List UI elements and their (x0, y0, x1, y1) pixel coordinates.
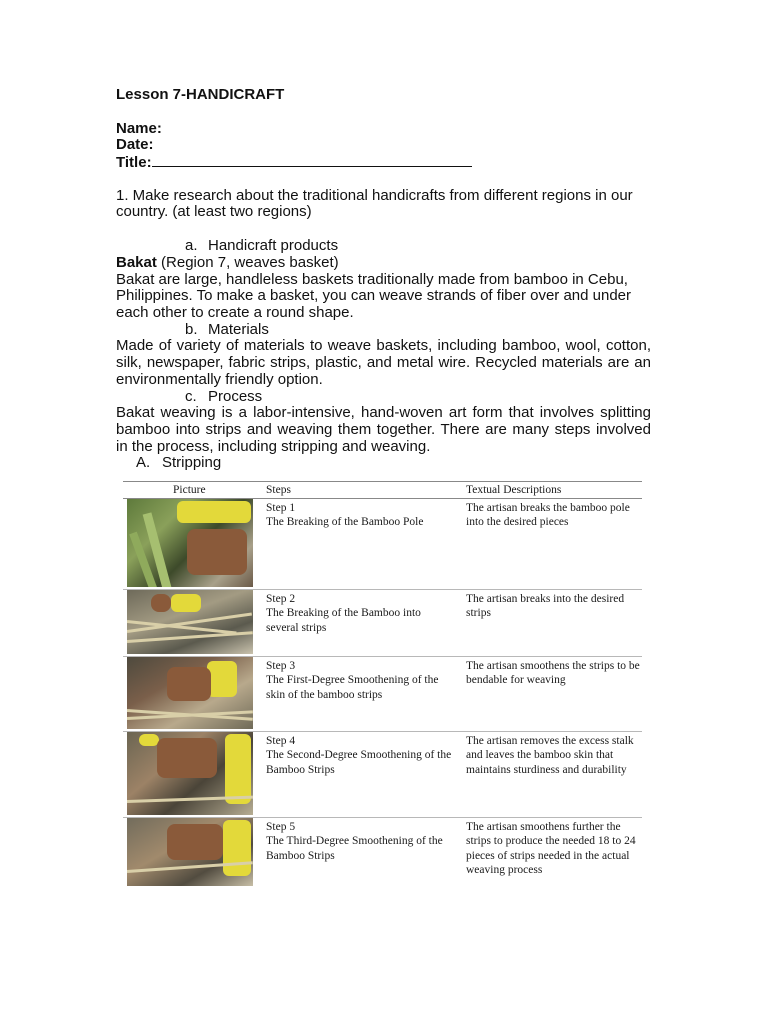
item-a-label: Handicraft products (208, 237, 339, 255)
question-1: 1. Make research about the traditional handicrafts from different regions in our country. (at least two regions) (116, 186, 633, 221)
item-stripping-label: Stripping (162, 454, 222, 472)
step-description: The artisan smoothens the strips to be bendable for weaving (466, 660, 640, 687)
step-5-photo (127, 818, 253, 886)
title-field-label: Title: (116, 154, 152, 172)
table-row (123, 499, 642, 590)
table-row (123, 818, 642, 890)
header-fields (116, 121, 651, 171)
table-row (123, 590, 642, 657)
lesson-title: Lesson 7-HANDICRAFT (116, 86, 285, 103)
step-description: The artisan breaks into the desired strips (466, 593, 625, 620)
name-field-label: Name: (116, 119, 162, 137)
step-label: Step 3 (266, 660, 296, 672)
item-c (116, 389, 651, 406)
document-body (116, 87, 651, 472)
bakat-heading (116, 255, 651, 272)
item-c-label: Process (208, 387, 263, 405)
step-label: Step 1 (266, 502, 296, 514)
header-steps: Steps (266, 484, 291, 496)
bakat-region: (Region 7, weaves basket) (156, 253, 339, 271)
step-4-photo (127, 732, 253, 815)
step-description: The artisan breaks the bamboo pole into the desired pieces (466, 502, 630, 529)
step-photo-cell (123, 732, 253, 817)
step-2-photo (127, 590, 253, 654)
step-title: The First-Degree Smoothening of the skin of the bamboo strips (266, 674, 439, 701)
title-blank-line (152, 154, 472, 167)
table-row (123, 657, 642, 732)
step-photo-cell (123, 657, 253, 731)
header-picture: Picture (173, 484, 206, 496)
bakat-name: Bakat (116, 253, 157, 271)
item-stripping (116, 455, 651, 472)
step-label: Step 4 (266, 735, 296, 747)
step-photo-cell (123, 590, 253, 656)
item-b-label: Materials (208, 320, 269, 338)
item-a (116, 238, 651, 255)
item-b-letter: b. (185, 320, 198, 338)
step-description: The artisan smoothens further the strips to produce the needed 18 to 24 pieces of strips needed in the actual weaving process (466, 821, 636, 877)
bakat-description: Bakat are large, handleless baskets traditionally made from bamboo in Cebu, Philippines. To make a basket, you can weave strands of fiber over and under each other to create a round shape. (116, 270, 632, 321)
header-descriptions: Textual Descriptions (466, 484, 562, 496)
step-1-photo (127, 499, 253, 587)
step-title: The Breaking of the Bamboo into several strips (266, 607, 421, 634)
materials-description: Made of variety of materials to weave baskets, including bamboo, wool, cotton, silk, newspaper, fabric strips, plastic, and metal wire. Recycled materials are an environmentally friendly option. (116, 337, 651, 388)
step-label: Step 2 (266, 593, 296, 605)
step-title: The Second-Degree Smoothening of the Bamboo Strips (266, 749, 452, 776)
step-title: The Third-Degree Smoothening of the Bamboo Strips (266, 835, 443, 862)
step-description: The artisan removes the excess stalk and leaves the bamboo skin that maintains sturdiness and durability (466, 735, 634, 776)
item-b (116, 322, 651, 339)
step-label: Step 5 (266, 821, 296, 833)
step-photo-cell (123, 499, 253, 589)
table-header (123, 481, 642, 499)
step-photo-cell (123, 818, 253, 890)
table-row (123, 732, 642, 818)
item-a-letter: a. (185, 237, 198, 255)
item-c-letter: c. (185, 387, 197, 405)
title-field (116, 154, 651, 171)
date-field-label: Date: (116, 136, 154, 154)
item-stripping-letter: A. (136, 454, 151, 472)
step-3-photo (127, 657, 253, 729)
stripping-steps-table (123, 481, 642, 890)
process-description: Bakat weaving is a labor-intensive, hand-woven art form that involves splitting bamboo into strips and weaving them together. There are many steps involved in the process, including stripping and weaving. (116, 404, 651, 455)
step-title: The Breaking of the Bamboo Pole (266, 516, 424, 529)
